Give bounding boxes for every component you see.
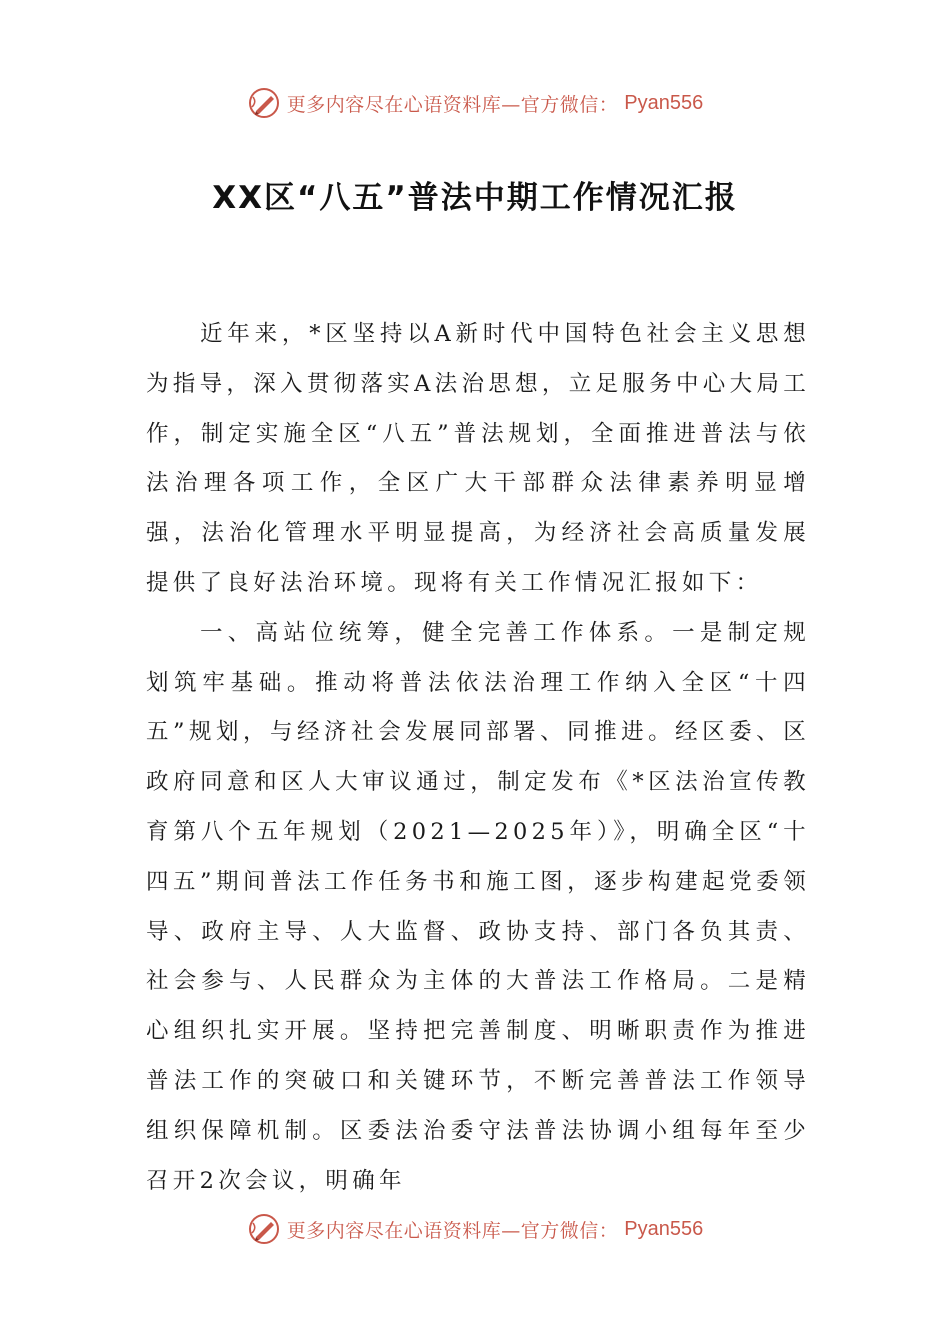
watermark-text: 更多内容尽在心语资料库—官方微信： xyxy=(286,93,619,116)
watermark-account: Pyan556 xyxy=(624,91,704,114)
pen-logo-icon xyxy=(247,1212,281,1246)
watermark-footer xyxy=(0,1212,950,1246)
watermark-header xyxy=(0,86,950,120)
document-body xyxy=(146,310,810,1206)
paragraph: 近年来，*区坚持以A新时代中国特色社会主义思想为指导，深入贯彻落实A法治思想，立足服务中心大局工作，制定实施全区“八五”普法规划，全面推进普法与依法治理各项工作，全区广大干部群众法律素养明显增强，法治化管理水平明显提高，为经济社会高质量发展提供了良好法治环境。现将有关工作情况汇报如下： xyxy=(146,321,810,596)
watermark-account: Pyan556 xyxy=(624,1217,704,1240)
paragraph: 一、高站位统筹，健全完善工作体系。一是制定规划筑牢基础。推动将普法依法治理工作纳入全区“十四五”规划，与经济社会发展同部署、同推进。经区委、区政府同意和区人大审议通过，制定发布《*区法治宣传教育第八个五年规划（2021—2025年）》，明确全区“十四五”期间普法工作任务书和施工图，逐步构建起党委领导、政府主导、人大监督、政协支持、部门各负其责、社会参与、人民群众为主体的大普法工作格局。二是精心组织扎实开展。坚持把完善制度、明晰职责作为推进普法工作的突破口和关键环节，不断完善普法工作领导组织保障机制。区委法治委守法普法协调小组每年至少召开2次会议，明确年 xyxy=(146,619,810,1194)
watermark-text: 更多内容尽在心语资料库—官方微信： xyxy=(286,1219,619,1242)
document-title: XX区“八五”普法中期工作情况汇报 xyxy=(212,180,738,216)
pen-logo-icon xyxy=(247,86,281,120)
